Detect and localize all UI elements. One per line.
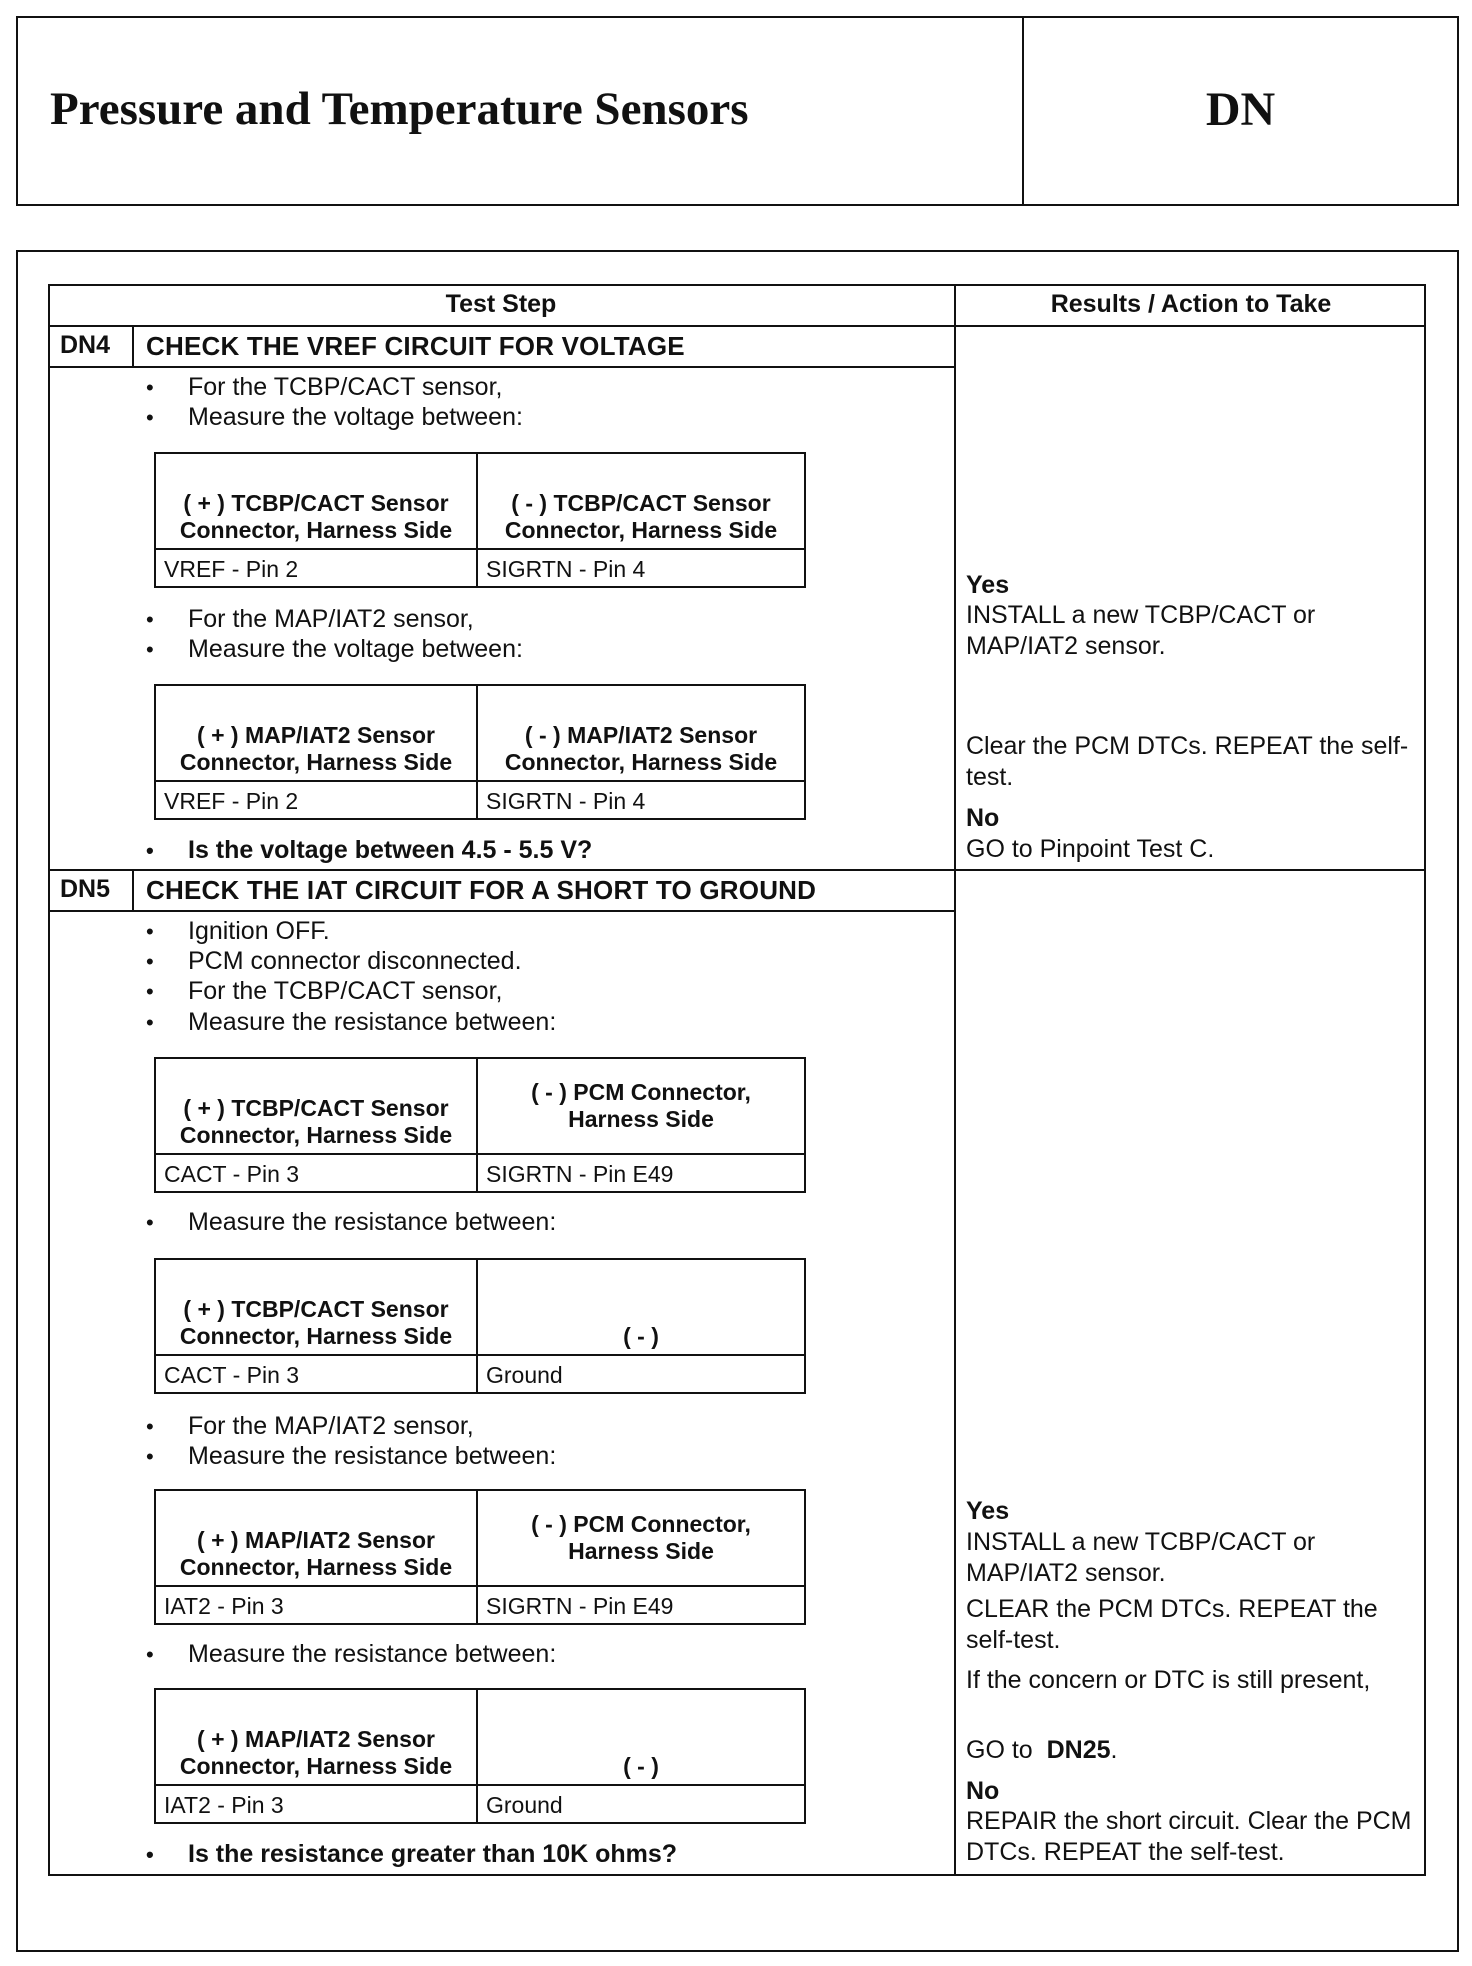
negative-header: ( - ) PCM Connector, Harness Side xyxy=(478,1491,804,1587)
negative-value: SIGRTN - Pin E49 xyxy=(486,1593,674,1619)
bullet-item: • PCM connector disconnected. xyxy=(146,947,522,975)
positive-value: VREF - Pin 2 xyxy=(156,782,478,818)
measurement-table xyxy=(154,1057,806,1193)
step-title: CHECK THE VREF CIRCUIT FOR VOLTAGE xyxy=(146,331,685,361)
no-action: GO to Pinpoint Test C. xyxy=(966,835,1215,863)
measurement-table xyxy=(154,684,806,820)
bullet-item: • Measure the resistance between: xyxy=(146,1442,557,1470)
dn4-title-divider xyxy=(48,366,956,368)
measurement-table xyxy=(154,1688,806,1824)
measurement-table xyxy=(154,1489,806,1625)
yes-action: INSTALL a new TCBP/CACT or MAP/IAT2 sensor. xyxy=(966,1528,1316,1587)
dn5-id-divider xyxy=(132,869,134,912)
no-label: No xyxy=(966,804,1000,832)
positive-header: ( + ) TCBP/CACT Sensor Connector, Harness Side xyxy=(156,454,478,550)
positive-header: ( + ) MAP/IAT2 Sensor Connector, Harness Side xyxy=(156,686,478,782)
bullet-item: • Measure the voltage between: xyxy=(146,635,523,663)
no-action: REPAIR the short circuit. Clear the PCM DTCs. REPEAT the self-test. xyxy=(966,1807,1412,1866)
yes-action-4: GO to DN25. xyxy=(966,1736,1118,1764)
section-code: DN xyxy=(1205,83,1276,136)
dn4-id-divider xyxy=(132,325,134,368)
col-header-results: Results / Action to Take xyxy=(1050,290,1332,318)
question: • Is the voltage between 4.5 - 5.5 V? xyxy=(146,836,593,864)
step-title: CHECK THE IAT CIRCUIT FOR A SHORT TO GROUND xyxy=(146,875,817,905)
negative-value: Ground xyxy=(486,1792,563,1818)
measurement-table xyxy=(154,452,806,588)
positive-header: ( + ) MAP/IAT2 Sensor Connector, Harness Side xyxy=(156,1491,478,1587)
positive-value: IAT2 - Pin 3 xyxy=(156,1786,478,1822)
negative-value: SIGRTN - Pin 4 xyxy=(486,788,646,814)
negative-header: ( - ) xyxy=(478,1690,804,1786)
positive-header: ( + ) TCBP/CACT Sensor Connector, Harness Side xyxy=(156,1260,478,1356)
yes-action-3: If the concern or DTC is still present, xyxy=(966,1666,1371,1694)
yes-action: INSTALL a new TCBP/CACT or MAP/IAT2 sensor. xyxy=(966,601,1316,660)
positive-value: CACT - Pin 3 xyxy=(156,1356,478,1392)
bullet-item: • Ignition OFF. xyxy=(146,917,330,945)
header-row-divider xyxy=(48,325,1426,327)
negative-value: SIGRTN - Pin E49 xyxy=(486,1161,674,1187)
negative-header: ( - ) MAP/IAT2 Sensor Connector, Harness Side xyxy=(478,686,804,782)
step-id: DN4 xyxy=(60,331,111,359)
yes-label: Yes xyxy=(966,1497,1010,1525)
bullet-item: • For the MAP/IAT2 sensor, xyxy=(146,605,474,633)
bullet-item: • Measure the resistance between: xyxy=(146,1640,557,1668)
page-title: Pressure and Temperature Sensors xyxy=(50,83,749,135)
step-id: DN5 xyxy=(60,875,111,903)
column-divider xyxy=(954,284,956,1876)
positive-header: ( + ) TCBP/CACT Sensor Connector, Harness Side xyxy=(156,1059,478,1155)
positive-value: VREF - Pin 2 xyxy=(156,550,478,586)
measurement-table xyxy=(154,1258,806,1394)
step-divider xyxy=(48,869,1426,871)
negative-header: ( - ) xyxy=(478,1260,804,1356)
negative-header: ( - ) PCM Connector, Harness Side xyxy=(478,1059,804,1155)
col-header-test-step: Test Step xyxy=(445,290,557,318)
bullet-item: • For the MAP/IAT2 sensor, xyxy=(146,1412,474,1440)
negative-value: SIGRTN - Pin 4 xyxy=(486,556,646,582)
bullet-item: • Measure the resistance between: xyxy=(146,1208,557,1236)
bullet-item: • For the TCBP/CACT sensor, xyxy=(146,373,503,401)
dn5-title-divider xyxy=(48,910,956,912)
bullet-item: • Measure the voltage between: xyxy=(146,403,523,431)
positive-value: IAT2 - Pin 3 xyxy=(156,1587,478,1623)
step-reference-link[interactable]: DN25 xyxy=(1046,1736,1111,1764)
yes-action-2: Clear the PCM DTCs. REPEAT the self-test. xyxy=(966,732,1409,791)
bullet-item: • Measure the resistance between: xyxy=(146,1008,557,1036)
positive-value: CACT - Pin 3 xyxy=(156,1155,478,1191)
question: • Is the resistance greater than 10K ohms? xyxy=(146,1840,678,1868)
positive-header: ( + ) MAP/IAT2 Sensor Connector, Harness Side xyxy=(156,1690,478,1786)
bullet-item: • For the TCBP/CACT sensor, xyxy=(146,977,503,1005)
no-label: No xyxy=(966,1777,1000,1805)
yes-label: Yes xyxy=(966,571,1010,599)
yes-action-2: CLEAR the PCM DTCs. REPEAT the self-test. xyxy=(966,1595,1378,1654)
negative-value: Ground xyxy=(486,1362,563,1388)
negative-header: ( - ) TCBP/CACT Sensor Connector, Harness Side xyxy=(478,454,804,550)
